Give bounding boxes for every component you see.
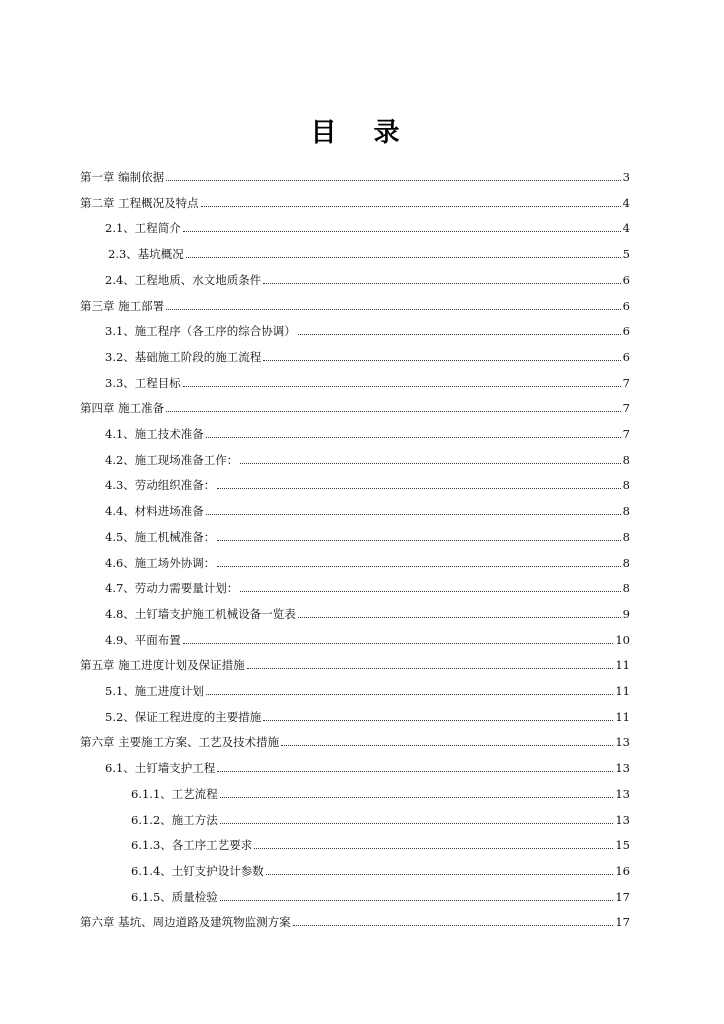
toc-entry[interactable] (105, 504, 630, 518)
toc-entry-label: 第四章 施工准备 (80, 401, 165, 416)
toc-dot-leader (220, 823, 614, 824)
toc-entry[interactable] (105, 350, 630, 364)
toc-entry-label: 4.4、材料进场准备 (105, 504, 204, 519)
toc-entry-page-number: 7 (622, 401, 630, 416)
toc-dot-leader (186, 257, 621, 258)
toc-entry-page-number: 8 (622, 504, 630, 519)
toc-entry-page-number: 15 (615, 838, 630, 853)
toc-entry[interactable] (105, 761, 630, 775)
toc-entry[interactable] (80, 658, 630, 672)
toc-entry-label: 4.5、施工机械准备： (105, 529, 216, 544)
toc-entry-page-number: 13 (615, 735, 630, 750)
toc-entry-label: 4.3、劳动组织准备： (105, 478, 216, 493)
toc-dot-leader (183, 643, 614, 644)
toc-dot-leader (220, 900, 614, 901)
toc-entry-label: 6.1.4、土钉支护设计参数 (131, 863, 264, 878)
toc-dot-leader (266, 874, 614, 875)
toc-dot-leader (220, 797, 614, 798)
toc-entry[interactable] (131, 787, 630, 801)
toc-entry[interactable] (131, 890, 630, 904)
toc-entry-page-number: 13 (615, 786, 630, 801)
toc-entry-label: 2.4、工程地质、水文地质条件 (105, 272, 262, 287)
toc-entry-page-number: 17 (615, 889, 630, 904)
toc-entry-page-number: 7 (622, 427, 630, 441)
toc-entry-label: 6.1.1、工艺流程 (131, 786, 218, 801)
toc-entry-page-number: 8 (622, 581, 630, 596)
toc-dot-leader (298, 334, 621, 335)
toc-dot-leader (217, 771, 613, 772)
toc-entry[interactable] (80, 915, 630, 929)
toc-entry[interactable] (131, 864, 630, 878)
toc-entry-label: 4.1、施工技术准备 (105, 427, 204, 441)
toc-entry-label: 第三章 施工部署 (80, 298, 165, 313)
toc-entry-page-number: 11 (615, 658, 630, 673)
toc-entry-page-number: 6 (622, 324, 630, 339)
toc-title: 目 录 (310, 118, 414, 148)
toc-entry-page-number: 11 (615, 709, 630, 724)
toc-entry[interactable] (80, 170, 630, 184)
toc-entry[interactable] (105, 581, 630, 595)
toc-entry-page-number: 5 (622, 247, 630, 262)
toc-dot-leader (247, 668, 614, 669)
toc-entry-label: 4.2、施工现场准备工作： (105, 452, 239, 467)
toc-dot-leader (240, 463, 620, 464)
toc-entry[interactable] (105, 324, 630, 338)
toc-entry-page-number: 8 (622, 478, 630, 493)
toc-entry-label: 第五章 施工进度计划及保证措施 (80, 658, 245, 673)
toc-entry-page-number: 8 (622, 555, 630, 570)
toc-entry[interactable] (105, 478, 630, 492)
toc-entry-page-number: 6 (622, 272, 630, 287)
toc-dot-leader (166, 180, 621, 181)
toc-entry-label: 5.1、施工进度计划 (105, 684, 204, 698)
toc-dot-leader (217, 540, 620, 541)
toc-dot-leader (166, 309, 621, 310)
toc-entry-page-number: 11 (615, 684, 630, 698)
toc-entry-label: 6.1.2、施工方法 (131, 812, 218, 827)
toc-entry-page-number: 6 (622, 298, 630, 313)
toc-entry[interactable] (105, 633, 630, 647)
toc-entry-page-number: 10 (615, 632, 630, 647)
toc-entry-label: 6.1.3、各工序工艺要求 (131, 838, 253, 853)
toc-entry-label: 3.3、工程目标 (105, 375, 181, 390)
toc-entry[interactable] (105, 556, 630, 570)
toc-entry-page-number: 8 (622, 452, 630, 467)
toc-entry-label: 4.9、平面布置 (105, 632, 181, 647)
toc-entry-page-number: 16 (615, 863, 630, 878)
toc-entry-page-number: 13 (615, 812, 630, 827)
toc-entry-label: 3.2、基础施工阶段的施工流程 (105, 349, 262, 364)
toc-entry[interactable] (105, 221, 630, 235)
toc-dot-leader (217, 488, 620, 489)
toc-entry-label: 2.3、基坑概况 (108, 247, 184, 262)
toc-dot-leader (217, 566, 620, 567)
toc-dot-leader (206, 437, 621, 438)
toc-entry-label: 3.1、施工程序（各工序的综合协调） (105, 324, 296, 339)
toc-entry-page-number: 3 (622, 170, 630, 184)
toc-entry-page-number: 17 (615, 915, 630, 930)
toc-entry-label: 第六章 主要施工方案、工艺及技术措施 (80, 735, 280, 750)
toc-entry[interactable] (105, 607, 630, 621)
toc-dot-leader (293, 925, 614, 926)
toc-dot-leader (206, 694, 614, 695)
toc-entry-page-number: 8 (622, 529, 630, 544)
toc-entry-label: 4.6、施工场外协调： (105, 555, 216, 570)
toc-dot-leader (183, 386, 621, 387)
toc-dot-leader (201, 206, 621, 207)
toc-entry[interactable] (80, 196, 630, 210)
toc-entry-page-number: 9 (622, 606, 630, 621)
toc-entry-label: 4.8、土钉墙支护施工机械设备一览表 (105, 606, 296, 621)
toc-entry-label: 5.2、保证工程进度的主要措施 (105, 709, 262, 724)
toc-entry[interactable] (80, 735, 630, 749)
toc-entry-label: 第一章 编制依据 (80, 170, 165, 184)
toc-entry-page-number: 6 (622, 349, 630, 364)
toc-entry-label: 6.1.5、质量检验 (131, 889, 218, 904)
toc-dot-leader (183, 231, 621, 232)
toc-entry[interactable] (105, 376, 630, 390)
toc-entry[interactable] (131, 838, 630, 852)
toc-entry-label: 第二章 工程概况及特点 (80, 195, 199, 210)
toc-dot-leader (206, 514, 621, 515)
toc-entry-label: 4.7、劳动力需要量计划： (105, 581, 239, 596)
toc-entry-page-number: 4 (622, 221, 630, 236)
toc-entry-label: 2.1、工程简介 (105, 221, 181, 236)
toc-dot-leader (263, 283, 620, 284)
toc-entry-label: 6.1、土钉墙支护工程 (105, 761, 216, 776)
toc-dot-leader (281, 745, 613, 746)
toc-entry-page-number: 13 (615, 761, 630, 776)
toc-dot-leader (166, 411, 621, 412)
toc-dot-leader (263, 360, 620, 361)
toc-entry[interactable] (105, 530, 630, 544)
toc-entry[interactable] (105, 710, 630, 724)
toc-entry-label: 第六章 基坑、周边道路及建筑物监测方案 (80, 915, 291, 930)
toc-entry[interactable] (105, 453, 630, 467)
toc-dot-leader (263, 720, 613, 721)
toc-entry[interactable] (105, 684, 630, 698)
toc-entry[interactable] (105, 273, 630, 287)
toc-entry[interactable] (108, 247, 630, 261)
toc-entry[interactable] (80, 299, 630, 313)
toc-entry[interactable] (80, 401, 630, 415)
toc-dot-leader (298, 617, 621, 618)
toc-dot-leader (240, 591, 620, 592)
toc-entry[interactable] (131, 813, 630, 827)
toc-entry-page-number: 4 (622, 195, 630, 210)
toc-dot-leader (254, 848, 613, 849)
toc-entry[interactable] (105, 427, 630, 441)
toc-entry-page-number: 7 (622, 375, 630, 390)
